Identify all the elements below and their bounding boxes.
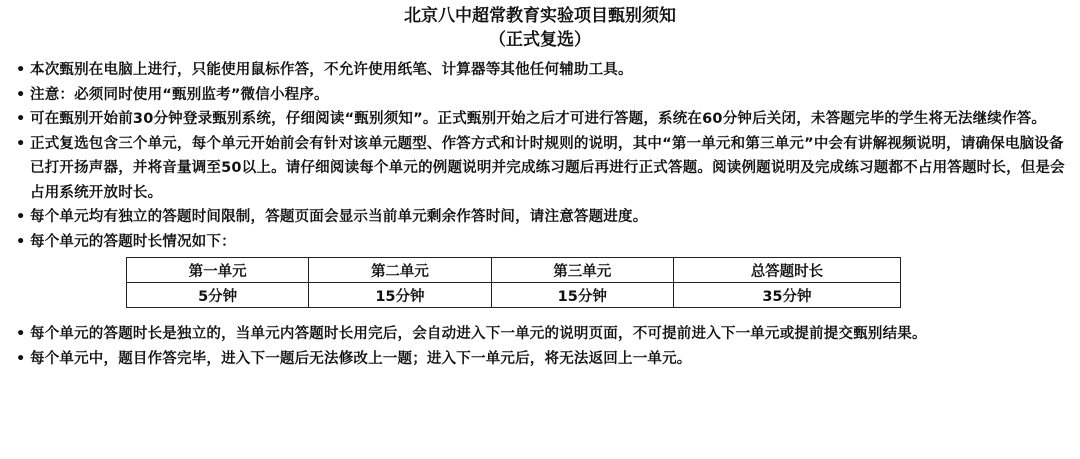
duration-table-wrap [14,257,1066,308]
table-header-row [127,258,901,283]
notice-list-top [14,58,1066,254]
table-row [127,283,901,308]
duration-table [126,257,901,308]
table-header-cell: 第一单元 [127,258,309,283]
table-cell: 15分钟 [491,283,673,308]
page-subtitle: （正式复选） [489,30,591,50]
notice-item: • 每个单元的答题时长情况如下： [14,230,1066,255]
notice-list-bottom [14,322,1066,371]
notice-item: • 每个单元均有独立的答题时间限制，答题页面会显示当前单元剩余作答时间，请注意答题进度。 [14,205,1066,230]
table-cell: 35分钟 [673,283,900,308]
notice-item: • 注意：必须同时使用“甄别监考”微信小程序。 [14,83,1066,108]
table-cell: 15分钟 [309,283,491,308]
notice-item: • 本次甄别在电脑上进行，只能使用鼠标作答，不允许使用纸笔、计算器等其他任何辅助工具。 [14,58,1066,83]
notice-item: • 每个单元中，题目作答完毕，进入下一题后无法修改上一题；进入下一单元后，将无法返回上一单元。 [14,347,1066,372]
table-header-cell: 第二单元 [309,258,491,283]
table-cell: 5分钟 [127,283,309,308]
table-header-cell: 总答题时长 [673,258,900,283]
table-header-cell: 第三单元 [491,258,673,283]
notice-item: • 可在甄别开始前30分钟登录甄别系统，仔细阅读“甄别须知”。正式甄别开始之后才可进行答题，系统在60分钟后关闭，未答题完毕的学生将无法继续作答。 [14,107,1066,132]
page-title: 北京八中超常教育实验项目甄别须知 [404,6,676,26]
notice-item: • 每个单元的答题时长是独立的，当单元内答题时长用完后，会自动进入下一单元的说明页面，不可提前进入下一单元或提前提交甄别结果。 [14,322,1066,347]
notice-item: • 正式复选包含三个单元，每个单元开始前会有针对该单元题型、作答方式和计时规则的说明，其中“第一单元和第三单元”中会有讲解视频说明，请确保电脑设备已打开扬声器，并将音量调至50以上。请仔细阅读每个单元的例题说明并完成练习题后再进行正式答题。阅读例题说明及完成练习题都不占用答题时长，但是会占用系统开放时长。 [14,132,1066,206]
